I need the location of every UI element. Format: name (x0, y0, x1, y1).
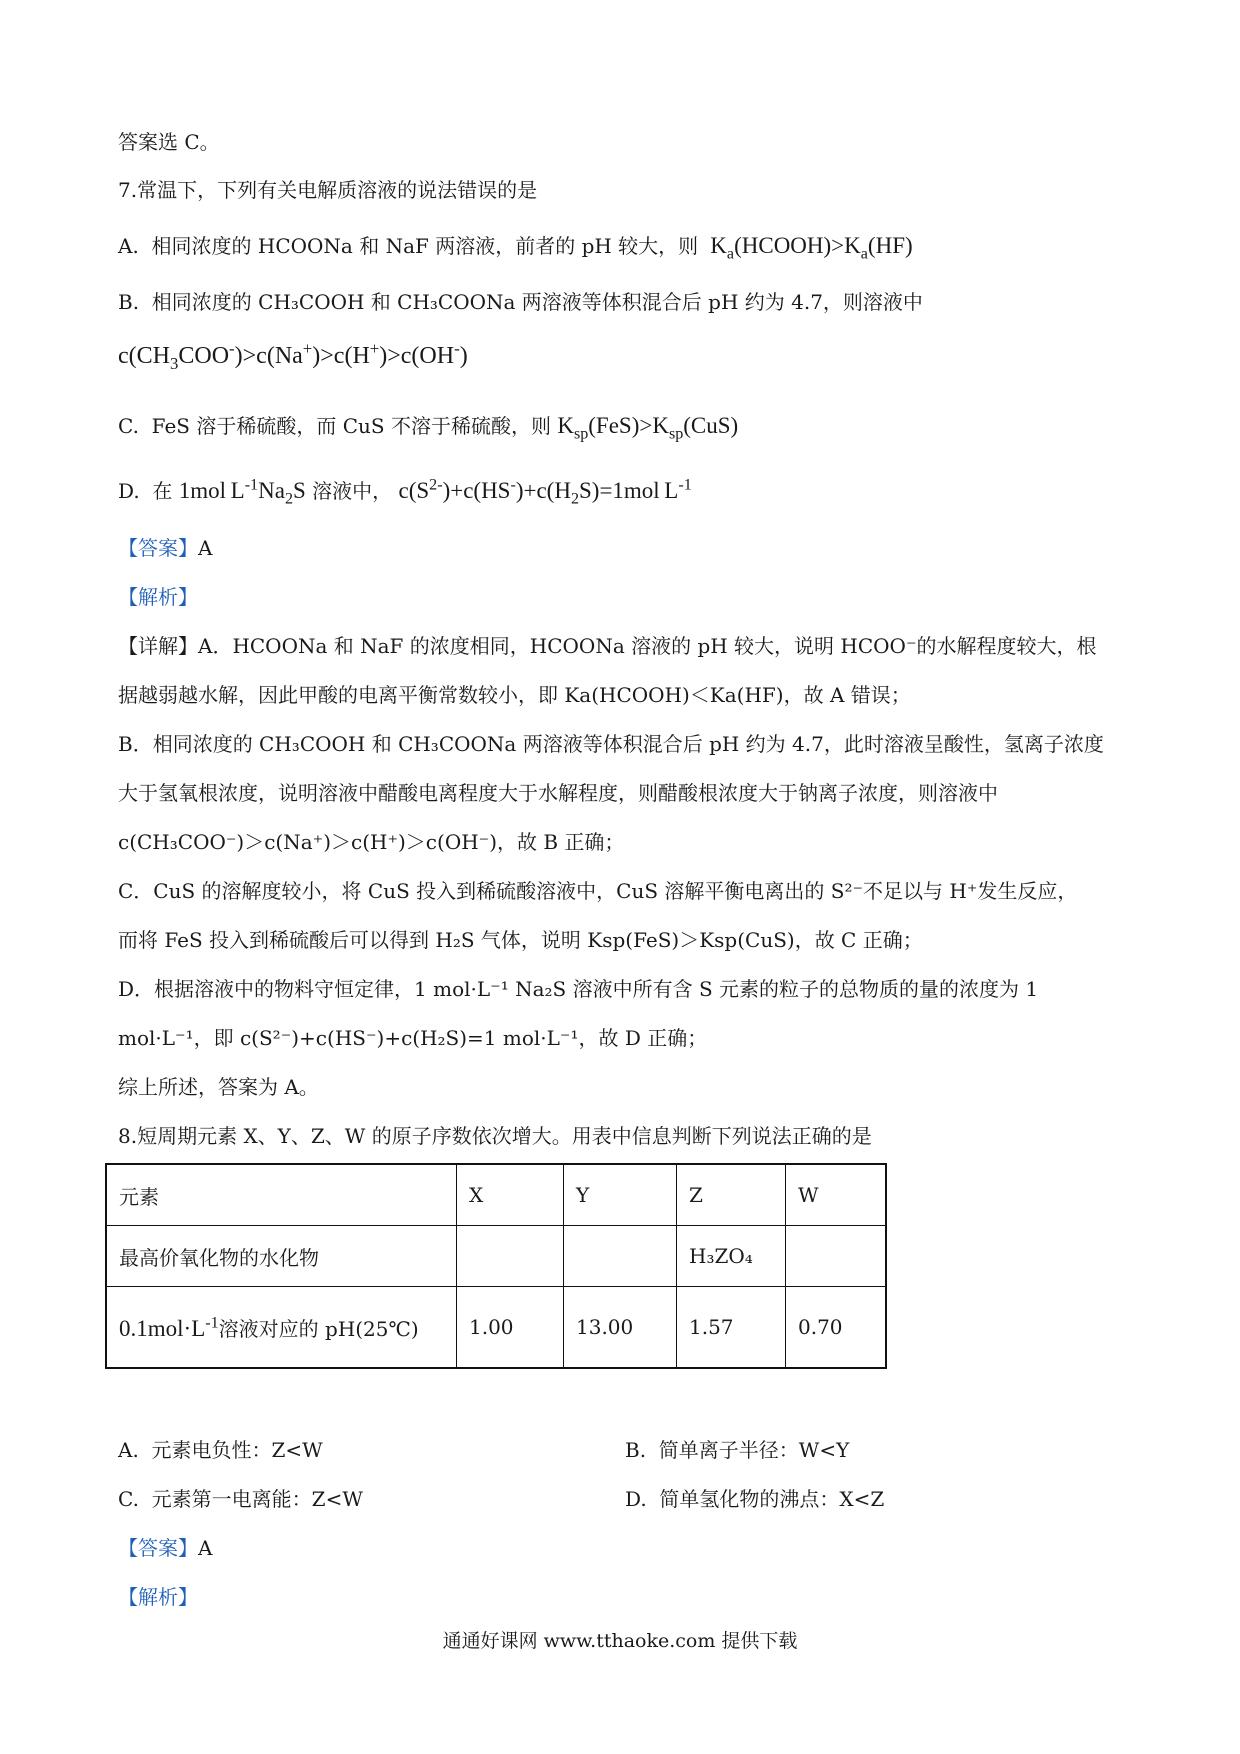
q8-option-a (118, 1436, 323, 1464)
answer-tag: 【答案】 (118, 536, 198, 560)
formula-concentration: $0.1mol\cdot L^{-1}$ (119, 1313, 219, 1341)
detail-line: 【详解】A．HCOONa 和 NaF 的浓度相同，HCOONa 溶液的 pH 较大，说明 HCOO⁻的水解程度较大，根 (118, 634, 1097, 658)
formula-na2s-concentration: 1mol $L^{-1}Na_2S$ (178, 476, 306, 508)
q7-stem: 7.常温下，下列有关电解质溶液的说法错误的是 (118, 178, 538, 202)
option-label: A. (118, 1438, 139, 1462)
option-text: 相同浓度的 HCOONa 和 NaF 两溶液，前者的 pH 较大，则 (151, 234, 699, 258)
detail-line: B．相同浓度的 CH₃COOH 和 CH₃COONa 两溶液等体积混合后 pH 约为 4.7，此时溶液呈酸性，氢离子浓度 (118, 732, 1104, 756)
previous-answer: 答案选 C。 (118, 130, 220, 154)
formula-ksp-comparison: $K_{sp}(FeS)>K_{sp}(CuS)$ (557, 413, 739, 443)
option-text: 简单氢化物的沸点：X<Z (659, 1487, 885, 1511)
table-cell (786, 1226, 887, 1287)
q8-option-b (625, 1436, 849, 1464)
page-footer: 通通好课网 www.tthaoke.com 提供下载 (442, 1630, 798, 1652)
option-text: 元素第一电离能：Z<W (151, 1487, 363, 1511)
table-cell: X (457, 1164, 564, 1226)
formula-ion-order: $c(CH_3COO^-)>c(Na^+)>c(H^+)>c(OH^-)$ (118, 339, 468, 373)
detail-line: C．CuS 的溶解度较小，将 CuS 投入到稀硫酸溶液中，CuS 溶解平衡电离出的 S²⁻不足以与 H⁺发生反应， (118, 879, 1078, 903)
table-row (106, 1287, 886, 1369)
table-cell: H₃ZO₄ (677, 1226, 786, 1287)
option-text: 简单离子半径：W<Y (658, 1438, 850, 1462)
q7-option-a (118, 232, 913, 263)
q8-answer (118, 1534, 212, 1562)
q7-analysis-tag: 【解析】 (118, 585, 198, 609)
option-label: D. (118, 479, 140, 503)
detail-line: 大于氢氧根浓度，说明溶液中醋酸电离程度大于水解程度，则醋酸根浓度大于钠离子浓度，则溶液中 (118, 781, 998, 805)
option-label: C. (118, 1487, 139, 1511)
table-cell: Y (564, 1164, 677, 1226)
element-info-table (105, 1163, 887, 1369)
table-cell: W (786, 1164, 887, 1226)
table-cell: 1.00 (457, 1287, 564, 1369)
q8-analysis-tag: 【解析】 (118, 1585, 198, 1609)
option-label: B. (625, 1438, 647, 1462)
formula-material-balance: $c(S^{2-})+c(HS^-)+c(H_2S)=1mol$ $L^{-1}$ (398, 476, 692, 508)
formula-ka-comparison: $K_a(HCOOH)>K_a(HF)$ (704, 233, 913, 263)
table-cell: Z (677, 1164, 786, 1226)
option-label: D. (625, 1487, 647, 1511)
option-label: C. (118, 414, 139, 438)
table-cell (106, 1287, 457, 1369)
detail-line: D．根据溶液中的物料守恒定律，1 mol·L⁻¹ Na₂S 溶液中所有含 S 元素的粒子的总物质的量的浓度为 1 (118, 977, 1039, 1001)
answer-value: A (198, 536, 213, 560)
q7-option-b (118, 288, 923, 316)
table-cell: 元素 (106, 1164, 457, 1226)
detail-line: c(CH₃COO⁻)＞c(Na⁺)＞c(H⁺)＞c(OH⁻)，故 B 正确； (118, 830, 625, 854)
table-row (106, 1164, 886, 1226)
detail-line: 综上所述，答案为 A。 (118, 1075, 319, 1099)
option-text: 元素电负性：Z<W (151, 1438, 323, 1462)
detail-line: 而将 FeS 投入到稀硫酸后可以得到 H₂S 气体，说明 Ksp(FeS)＞Ksp(CuS)，故 C 正确； (118, 928, 923, 952)
option-label: B. (118, 290, 140, 314)
answer-value: A (198, 1536, 213, 1560)
detail-line: 据越弱越水解，因此甲酸的电离平衡常数较小，即 Ka(HCOOH)＜Ka(HF)，故 A 错误； (118, 683, 911, 707)
q8-stem: 8.短周期元素 X、Y、Z、W 的原子序数依次增大。用表中信息判断下列说法正确的是 (118, 1124, 872, 1148)
table-cell: 最高价氧化物的水化物 (106, 1226, 457, 1287)
detail-line: mol·L⁻¹，即 c(S²⁻)+c(HS⁻)+c(H₂S)=1 mol·L⁻¹，故 D 正确； (118, 1026, 708, 1050)
table-cell (564, 1226, 677, 1287)
option-label: A. (118, 234, 139, 258)
table-row (106, 1226, 886, 1287)
table-cell: 13.00 (564, 1287, 677, 1369)
option-text: 相同浓度的 CH₃COOH 和 CH₃COONa 两溶液等体积混合后 pH 约为 4.7，则溶液中 (151, 290, 923, 314)
table-cell: 0.70 (786, 1287, 887, 1369)
option-text-2: 溶液中， (312, 479, 393, 503)
option-text: 在 (152, 479, 173, 503)
q7-option-d (118, 476, 692, 508)
q7-answer (118, 534, 212, 562)
table-cell (457, 1226, 564, 1287)
row-label-tail: 溶液对应的 pH(25℃) (218, 1316, 419, 1341)
table-cell: 1.57 (677, 1287, 786, 1369)
q8-option-d (625, 1485, 884, 1513)
q7-option-c (118, 412, 739, 443)
option-text: FeS 溶于稀硫酸，而 CuS 不溶于稀硫酸，则 (151, 414, 551, 438)
answer-tag: 【答案】 (118, 1536, 198, 1560)
q8-option-c (118, 1485, 363, 1513)
